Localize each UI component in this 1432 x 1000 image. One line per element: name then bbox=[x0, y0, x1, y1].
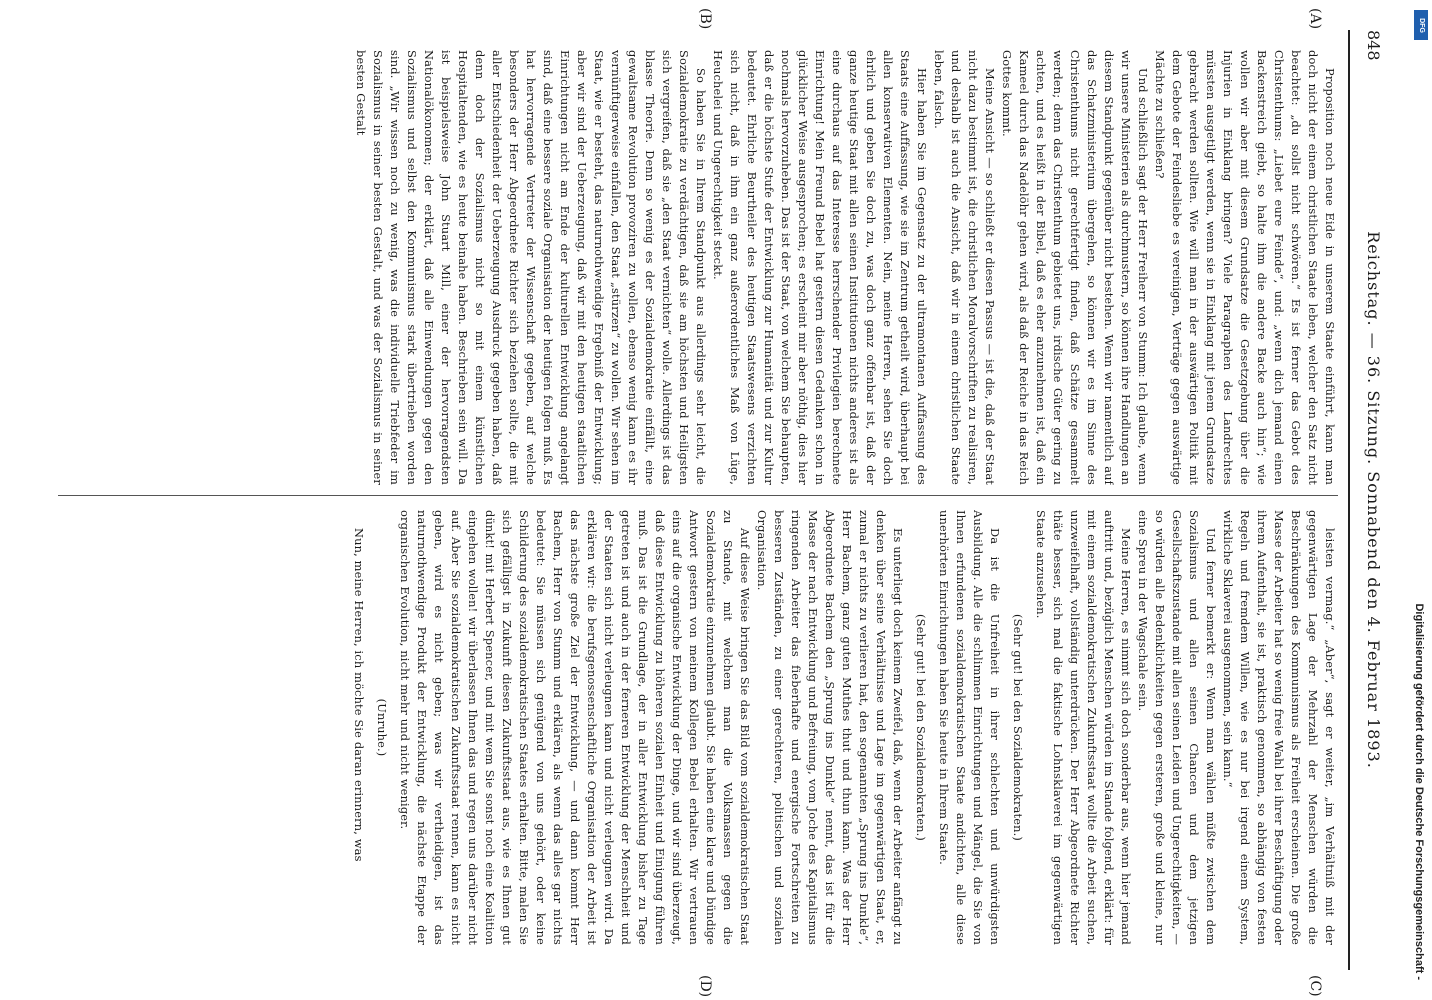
paragraph: Auf diese Weise bringen Sie das Bild vom sozialdemokratischen Staat zu Stande, mit welchem man die Volksmassen gegen die Sozialdemokratie einzunehmen glaubt. Sie haben eine klare und bündige Antwort gestern von meinem Kollegen Bebel erhalten. Wir vertrauen eins auf die organische Entwicklung der Dinge, und wir sind überzeugt, daß diese Entwicklung zu höheren sozialen Einheit und Einigung führen muß. Das ist die Grundlage, der in aller Entwicklung bisher zu Tage getreten ist und auch in der ferneren Entwicklung der Menschheit und der Staaten sich nicht verleugnen kann und nicht verleugnen wird. Da erklären wir: die berufsgenossenschaftliche Organisation der Arbeit ist das nächste große Ziel der Entwicklung, — und dann kommt Herr Bachem, Herr von Stumm und erklären, als wenn das alles gar nichts bedeutet: Sie müssen sich genügend von uns gehört, oder keine Schilderung des sozialdemokratischen Staates erhalten. Bitte, malen Sie sich gefälligst in Zukunft diesen Zukunftsstaat aus, wie es Ihnen gut dünkt! mit Herbert Spencer, und mit wem Sie sonst noch eine Koalition eingehen wollen! wir überlassen Ihnen das und regen uns darüber nicht auf. Aber Sie sozialdemokratischen Zukunftsstaat rennen, kann es nicht geben, wird es nicht geben; was wir vertheidigen, ist das naturnothwendige Produkt der Entwicklung, die nächste Etappe der organischen Evolution, nicht mehr und nicht weniger. bbox=[398, 510, 752, 945]
column-divider bbox=[58, 495, 1338, 496]
margin-mark-d: (D) bbox=[697, 975, 713, 998]
paragraph: Meine Herren, es nimmt sich doch sonderbar aus, wenn hier jemand auftritt und, bezüglich Menschen würden im Stande folgend, erklärt: für mit einem sozialdemokratischen Zukunftsstaat wollte die Arbeit suchen, unzweifelhaft, vollständig unterdrücken. Der Herr Abgeordnete Richter thäte besser, sich mal die faktische Lohnsklaverei im gegenwärtigen Staate anzusehen. bbox=[1034, 510, 1133, 945]
rotated-document bbox=[18, 0, 1418, 1000]
left-column bbox=[38, 50, 1338, 485]
page-number: 848 bbox=[1364, 30, 1383, 61]
paragraph: Nun, meine Herren, ich möchte Sie daran erinnern, was bbox=[352, 528, 366, 862]
paragraph: Hier haben Sie im Gegensatz zu der ultramontanen Auffassung des Staats eine Auffassung, wie sie im Zentrum getheilt wird, überhaupt bei allen konservativen Elementen. Nein, meine Herren, sehen Sie doch ehrlich und geben Sie doch zu, was doch ganz offenbar ist, daß der ganze heutige Staat mit allen seinen Institutionen nichts anderes ist als eine durchaus auf das Interesse herrschender Privilegien berechnete Einrichtung! Mein Freund Bebel hat gestern diesen Gedanken schon in glücklicher Weise ausgesprochen; es erscheint mir aber nöthig, dies hier nochmals hervorzuheben. Das ist der Staat, von welchem Sie behaupten, daß er die höchste Stufe der Entwicklung zur Humanität und zur Kultur bedeutet. Ehrliche Beurtheiler des heutigen Staatswesens verzichten sich nicht, daß in ihm ein ganz außerordentliches Maß von Lüge, Heuchelei und Ungerechtigkeit steckt. bbox=[711, 50, 929, 485]
paragraph: Meine Ansicht — so schließt er diesen Passus — ist die, daß der Staat nicht dazu bestimmt ist, die christlichen Moralvorschriften zu realisiren, und deshalb ist auch die Ansicht, daß wir in einem christlichen Staate leben, falsch. bbox=[932, 50, 997, 485]
paragraph: leisten vermag.“ „Aber“, sagt er weiter, „im Verhältniß mit der gegenwärtigen Lage der Mehrzahl der Menschen würden die Beschränkungen des Kommunismus als Freiheit erscheinen. Die große Masse der Arbeiter hat so wenig freie Wahl bei ihrer Beschäftigung oder ihrem Aufenthalt, sie ist, praktisch genommen, so abhängig von festen Regeln und fremdem Willen, wie es nur bei irgend einem System, wirkliche Sklaverei ausgenommen, sein kann.“ bbox=[1221, 510, 1337, 945]
paragraph: So haben Sie in Ihrem Standpunkt aus allerdings sehr leicht, die Sozialdemokratie zu verdächtigen, daß sie am höchsten und Heiligsten sich vergreifen, daß sie „den Staat vernichten“ wolle. Allerdings ist das blasse Theorie. Denn so wenig es der Sozialdemokratie einfällt, eine gewaltsame Revolution provoziren zu wollen, ebenso wenig kann es ihr vernünftigerweise einfallen, den Staat „stürzen“ zu wollen. Wir sehen im Staat, wie er besteht, das naturnothwendige Ergebniß der Entwicklung; aber wir sind der Ueberzeugung, daß wir mit den heutigen staatlichen Einrichtungen nicht am Ende der kulturellen Entwicklung angelangt sind, daß eine bessere soziale Organisation der heutigen folgen muß. Es hat hervorragende Vertreter der Wissenschaft gegeben, auf welche besonders der Herr Abgeordnete Richter sich beziehen sollte, die mit aller Entschiedenheit der Ueberzeugung Ausdruck gegeben haben, daß denn doch der Sozialismus nicht so mit einem künstlichen Hospitaltenden, wie es heute beinahe haben. Beschrieben sein will. Da ist beispielsweise John Stuart Mill, einer der hervorragendsten Nationalökonomen; der erklärt, daß alle Einwendungen gegen den Sozialismus und selbst den Kommunismus stark übertrieben worden sind. „Wir wissen noch zu wenig, was die individuelle Triebfeder im Sozialismus in seiner besten Gestalt, und was der Sozialismus in seiner besten Gestalt bbox=[354, 50, 708, 485]
paragraph: Und ferner bemerkt er: Wenn man wählen müßte zwischen dem Sozialismus und allen seinen Chancen und dem jetzigen Gesellschaftszustande mit allen seinen Leiden und Ungerechtigkeiten, — so würden alle Bedenklichkeiten gegen ersteren, große und kleine, nur eine Spreu in der Wagschale sein. bbox=[1136, 510, 1218, 945]
dfg-logo: DFG bbox=[1414, 10, 1428, 40]
margin-mark-c: (C) bbox=[1307, 975, 1323, 997]
interjection: (Unruhe.) bbox=[375, 698, 389, 757]
margin-mark-b: (B) bbox=[697, 8, 713, 30]
digitization-credit: Digitalisierung gefördert durch die Deutsche Forschungsgemeinschaft - bbox=[1413, 603, 1425, 980]
paragraph: Proposition noch neue Eide in unserem Staate einführt, kann man doch nicht der einem christlichen Staate leben, welcher den Satz nicht beachtet: „du sollst nicht schwören.“ Es ist ferner das Gebot des Christenthums: „Liebet eure Feinde“, und: „wenn dich jemand einen Backenstreich giebt, so halte ihm die andere Backe auch hin“; wie wollen wir aber mit diesem Grundsatze die Gesetzgebung über die Injurien in Einklang bringen? Viele Paragraphen des Landrechtes müssten ausgetilgt werden, wenn sie in Einklang mit jenem Grundsatze gebracht werden sollten. Wie will man in der auswärtigen Politik mit dem Gebote der Feindesliebe es vereinigen, Verträge gegen auswärtige Mächte zu schließen? bbox=[1153, 50, 1337, 485]
page-header bbox=[1353, 30, 1383, 970]
interjection: (Sehr gut! bei den Sozialdemokraten.) bbox=[914, 614, 928, 841]
paragraph: Und schließlich sagt der Herr Freiherr von Stumm: Ich glaube, wenn wir unsere Ministerien als durchmustern, so können ihre Handlungen an diesem Standpunkt gegenüber nicht bestehen. Wenn wir namentlich auf das Schatzministerium übergehen, so können wir es im Sinne des Christenthums nicht gerechtfertigt finden, daß Schätze gesammelt werden; denn das Christenthum gebietet uns, irdische Güter gering zu achten, und es heißt in der Bibel, daß es eher anzunehmen ist, daß ein Kameel durch das Nadelöhr gehen wird, als daß der Reiche in das Reich Gottes kommt. bbox=[1000, 50, 1150, 485]
interjection: (Sehr gut! bei den Sozialdemokraten.) bbox=[1011, 614, 1025, 841]
page-title: Reichstag. — 36. Sitzung. Sonnabend den 4. Februar 1893. bbox=[1364, 231, 1383, 769]
header-rule bbox=[1348, 30, 1350, 970]
paragraph: Da ist die Unfreiheit in ihrer schlechten und unwürdigsten Ausbildung. Alle die schlimmen Einrichtungen und Mängel, die Sie von Ihnen erfundenen sozialdemokratischen Staate andichten, alle diese unerhörten Einrichtungen haben Sie heute in Ihrem Staate. bbox=[937, 510, 1002, 945]
right-column bbox=[38, 510, 1338, 945]
paragraph: Es unterliegt doch keinem Zweifel, daß, wenn der Arbeiter anfängt zu denken über seine Verhältnisse und Lage im gegenwärtigen Staat, er, zumal er nichts zu verlieren hat, den sogenannten „Sprung ins Dunkle“, Herr Bachem, ganz guten Muthes thut und thun kann. Was der Herr Abgeordnete Bachem den „Sprung ins Dunkle“ nennt, das ist für die Masse der nach Entwicklung und Befreiung, vom Joche des Kapitalismus ringenden Arbeiter das fieberhafte und energische Fortschreiten zu besseren Zuständen, zu einer gerechteren, politischen und sozialen Organisation. bbox=[755, 510, 905, 945]
margin-mark-a: (A) bbox=[1307, 8, 1323, 30]
